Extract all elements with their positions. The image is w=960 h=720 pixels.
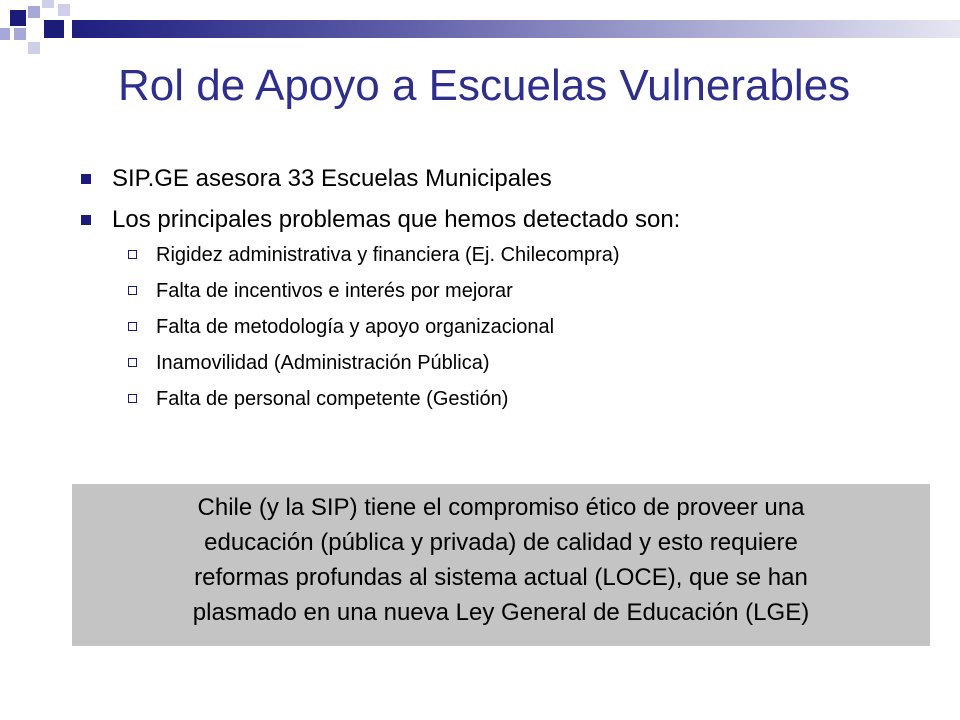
sub-bullet-text: Inamovilidad (Administración Pública) xyxy=(156,352,490,374)
sub-bullet-item xyxy=(78,350,918,376)
corner-square-navy-1 xyxy=(10,10,26,26)
hollow-square-bullet-icon xyxy=(128,394,137,403)
sub-bullet-item xyxy=(78,278,918,304)
top-gradient-band xyxy=(72,20,960,38)
sub-bullet-text: Falta de metodología y apoyo organizacional xyxy=(156,316,555,338)
bullet-text: Los principales problemas que hemos detectado son: xyxy=(112,206,681,233)
sub-bullet-item xyxy=(78,242,918,268)
sub-bullet-text: Falta de incentivos e interés por mejorar xyxy=(156,280,513,302)
corner-square-pale-2 xyxy=(58,4,70,16)
corner-square-pale-3 xyxy=(28,42,40,54)
bullet-item xyxy=(78,205,918,235)
sub-bullet-list xyxy=(78,242,918,412)
square-bullet-icon xyxy=(81,215,91,225)
bullet-text: SIP.GE asesora 33 Escuelas Municipales xyxy=(112,165,552,192)
callout-line: reformas profundas al sistema actual (LOCE), que se han xyxy=(194,564,808,591)
sub-bullet-text: Rigidez administrativa y financiera (Ej. Chilecompra) xyxy=(156,244,620,266)
callout-line: Chile (y la SIP) tiene el compromiso ético de proveer una xyxy=(197,494,805,521)
hollow-square-bullet-icon xyxy=(128,358,137,367)
sub-list-container xyxy=(78,242,918,412)
bullet-item xyxy=(78,164,918,194)
corner-square-navy-2 xyxy=(44,20,64,38)
corner-square-lavender-2 xyxy=(0,28,10,40)
corner-square-lavender-1 xyxy=(28,6,40,18)
corner-square-lavender-3 xyxy=(14,28,26,40)
bullet-list xyxy=(78,164,918,422)
callout-line: educación (pública y privada) de calidad y esto requiere xyxy=(204,529,798,556)
sub-bullet-item xyxy=(78,314,918,340)
corner-square-pale-1 xyxy=(42,0,54,8)
square-bullet-icon xyxy=(81,174,91,184)
callout-box xyxy=(72,484,930,646)
hollow-square-bullet-icon xyxy=(128,286,137,295)
callout-line: plasmado en una nueva Ley General de Educación (LGE) xyxy=(192,599,810,626)
hollow-square-bullet-icon xyxy=(128,250,137,259)
sub-bullet-item xyxy=(78,386,918,412)
sub-bullet-text: Falta de personal competente (Gestión) xyxy=(156,388,509,410)
slide-title: Rol de Apoyo a Escuelas Vulnerables xyxy=(118,61,851,110)
hollow-square-bullet-icon xyxy=(128,322,137,331)
